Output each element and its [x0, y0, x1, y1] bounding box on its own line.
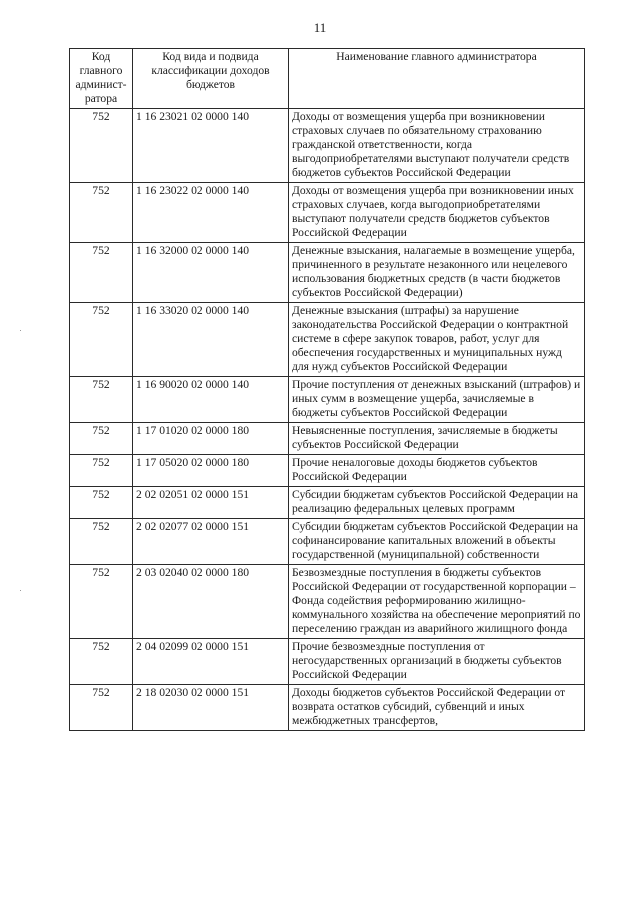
cell-admin-code: 752: [70, 685, 133, 731]
cell-admin-code: 752: [70, 377, 133, 423]
cell-admin-name: Доходы от возмещения ущерба при возникновении иных страховых случаев, когда выгодоприобретателями выступают получатели средств бюджетов субъектов Российской Федерации: [289, 183, 585, 243]
header-revenue-code: Код вида и подвида классификации доходов бюджетов: [133, 49, 289, 109]
header-admin-name: Наименование главного администратора: [289, 49, 585, 109]
table-row: [70, 423, 585, 455]
cell-revenue-code: 1 17 01020 02 0000 180: [133, 423, 289, 455]
cell-admin-name: Субсидии бюджетам субъектов Российской Федерации на софинансирование капитальных вложений в объекты государственной (муниципальной) собственности: [289, 519, 585, 565]
revenue-administrators-table: [69, 48, 585, 731]
cell-admin-code: 752: [70, 487, 133, 519]
table-row: [70, 377, 585, 423]
cell-admin-name: Денежные взыскания, налагаемые в возмещение ущерба, причиненного в результате незаконного или нецелевого использования бюджетных средств (в части бюджетов субъектов Российской Федерации): [289, 243, 585, 303]
cell-revenue-code: 1 16 90020 02 0000 140: [133, 377, 289, 423]
table-row: [70, 109, 585, 183]
table-row: [70, 565, 585, 639]
cell-admin-code: 752: [70, 109, 133, 183]
cell-revenue-code: 2 02 02051 02 0000 151: [133, 487, 289, 519]
cell-admin-name: Доходы бюджетов субъектов Российской Федерации от возврата остатков субсидий, субвенций и иных межбюджетных трансфертов,: [289, 685, 585, 731]
cell-admin-name: Доходы от возмещения ущерба при возникновении страховых случаев по обязательному страхованию гражданской ответственности, когда выгодоприобретателями выступают получатели средств бюджетов субъектов Российской Федерации: [289, 109, 585, 183]
cell-admin-name: Прочие неналоговые доходы бюджетов субъектов Российской Федерации: [289, 455, 585, 487]
table-header-row: [70, 49, 585, 109]
scan-mark: [20, 330, 21, 331]
cell-admin-name: Денежные взыскания (штрафы) за нарушение законодательства Российской Федерации о контрактной системе в сфере закупок товаров, работ, услуг для обеспечения государственных и муниципальных нужд для нужд субъектов Российской Федерации: [289, 303, 585, 377]
cell-admin-name: Субсидии бюджетам субъектов Российской Федерации на реализацию федеральных целевых программ: [289, 487, 585, 519]
scan-mark: [20, 590, 21, 591]
cell-revenue-code: 1 17 05020 02 0000 180: [133, 455, 289, 487]
cell-admin-name: Безвозмездные поступления в бюджеты субъектов Российской Федерации от государственной корпорации – Фонда содействия реформированию жилищно-коммунального хозяйства на обеспечение мероприятий по переселению граждан из аварийного жилищного фонда: [289, 565, 585, 639]
cell-admin-code: 752: [70, 303, 133, 377]
cell-revenue-code: 2 02 02077 02 0000 151: [133, 519, 289, 565]
cell-admin-name: Невыясненные поступления, зачисляемые в бюджеты субъектов Российской Федерации: [289, 423, 585, 455]
cell-revenue-code: 1 16 23022 02 0000 140: [133, 183, 289, 243]
cell-admin-name: Прочие поступления от денежных взысканий (штрафов) и иных сумм в возмещение ущерба, зачисляемые в бюджеты субъектов Российской Федерации: [289, 377, 585, 423]
cell-admin-code: 752: [70, 639, 133, 685]
cell-revenue-code: 1 16 33020 02 0000 140: [133, 303, 289, 377]
cell-revenue-code: 1 16 32000 02 0000 140: [133, 243, 289, 303]
cell-admin-name: Прочие безвозмездные поступления от негосударственных организаций в бюджеты субъектов Российской Федерации: [289, 639, 585, 685]
cell-revenue-code: 2 18 02030 02 0000 151: [133, 685, 289, 731]
cell-admin-code: 752: [70, 183, 133, 243]
table-row: [70, 303, 585, 377]
cell-admin-code: 752: [70, 423, 133, 455]
table-row: [70, 183, 585, 243]
cell-admin-code: 752: [70, 243, 133, 303]
header-admin-code: Код главного админист-ратора: [70, 49, 133, 109]
table-row: [70, 685, 585, 731]
cell-revenue-code: 2 04 02099 02 0000 151: [133, 639, 289, 685]
table-row: [70, 243, 585, 303]
page-number: 11: [313, 20, 327, 35]
cell-admin-code: 752: [70, 565, 133, 639]
cell-admin-code: 752: [70, 519, 133, 565]
table-row: [70, 519, 585, 565]
table-row: [70, 455, 585, 487]
cell-revenue-code: 1 16 23021 02 0000 140: [133, 109, 289, 183]
table-row: [70, 487, 585, 519]
cell-revenue-code: 2 03 02040 02 0000 180: [133, 565, 289, 639]
table-row: [70, 639, 585, 685]
cell-admin-code: 752: [70, 455, 133, 487]
